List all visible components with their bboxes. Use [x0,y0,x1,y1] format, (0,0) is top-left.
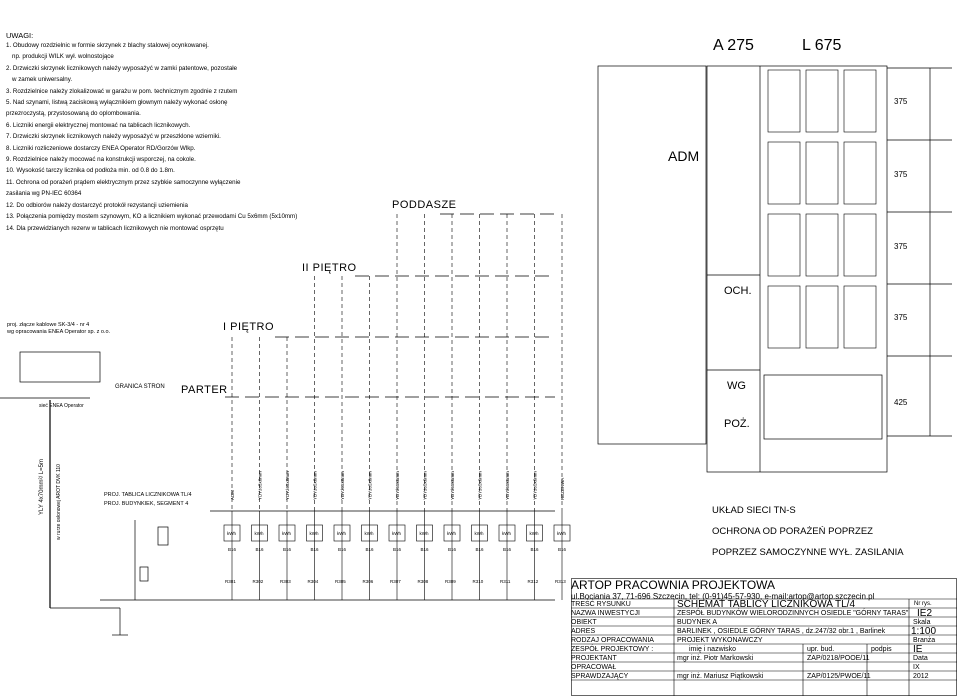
circuit-label-R302: R302 [252,579,264,584]
cabinet-meter-2-1 [806,214,838,276]
tb-adres: BARLINEK , OSIEDLE GÓRNY TARAS , dz.247/32 obr.1 , Barlinek [677,628,886,635]
feeder-spec-R310: YDYżo5x6mm [477,471,483,500]
circuit-label-R310: R310 [472,579,484,584]
tb-zespol-label: ZESPÓŁ PROJEKTOWY : [571,646,654,653]
dim-4: 375 [894,313,908,322]
feeder-spec-R311: YDYżo5x6mm [505,471,510,500]
tb-projektant-label: PROJEKTANT [571,655,617,662]
tb-rok: 2012 [913,673,929,680]
kwh-label-R306: kWh [364,531,374,536]
feeder-spec-R301: ADM [230,490,235,500]
note-9: 9. Rozdzielnice należy mocować na konstrukcji wsporczej, na cokole. [6,156,196,164]
feeders [232,511,562,600]
tb-nazwa-label: NAZWA INWESTYCJI [571,610,640,617]
circuit-label-R307: R307 [390,579,401,584]
feeder-spec-R302: YDYżo5x6mm [257,471,263,500]
main-breaker [140,567,148,581]
breaker-label-R308: B16 [420,547,429,552]
tb-projektant-upr: ZAP/0218/POOE/11 [807,655,870,662]
tb-nr: IE2 [917,608,933,619]
kwh-label-R313: kWh [557,531,566,536]
breaker-label-R309: B16 [448,547,457,552]
cabinet-meter-3-0 [768,286,800,348]
kwh-label-R303: kWh [282,531,291,536]
cable-note-line-1: proj. złącze kablowe SK-3/4 - nr 4 [7,322,90,328]
cabinet-drawing [598,66,952,472]
terminal-block [764,375,882,439]
kwh-label-R311: kWh [502,531,511,536]
circuit-label-R308: R308 [417,579,429,584]
dim-5: 425 [894,398,908,407]
tb-obiekt-label: OBIEKT [571,619,597,626]
note-3: 3. Rozdzielnice należy zlokalizować w garażu w pom. technicznym zgodnie z rzutem [6,87,238,95]
dim-1: 375 [894,97,908,106]
project-tablica-line-1: PROJ. TABLICA LICZNIKOWA TL/4 [104,492,192,498]
cabinet-wg: WG [727,380,746,392]
note-11: 11. Ochrona od porażeń prądem elektrycznym przez szybkie samoczynne wyłączenie [6,178,241,186]
feeder-spec-R306: YDYżo5x6mm [367,471,373,500]
breaker-label-R311: B16 [503,547,512,552]
note-2: 2. Drzwiczki skrzynek licznikowych należy wyposażyć w zamki patentowe, pozostałe [6,64,238,72]
tb-adres-label: ADRES [571,628,596,635]
cabinet-meter-1-1 [806,142,838,204]
feeder-spec-R303: YDYżo5x6mm [285,471,290,500]
breaker-label-R304: B16 [310,547,319,552]
note-12: 12. Do odbiorów należy dostarczyć protokół rezystancji uziemienia [6,201,188,209]
level-ii-pietro: II PIĘTRO [302,262,357,274]
tb-tresc: SCHEMAT TABLICY LICZNIKOWA TL/4 [677,599,856,610]
note-7: 7. Drzwiczki skrzynek licznikowych należy wyposażyć w przeszklone wzierniki. [6,133,221,141]
level-parter: PARTER [181,384,228,396]
cabinet-meter-2-2 [844,214,876,276]
tb-podpis: podpis [871,646,892,653]
feeder-spec-R312: YDYżo5x6mm [532,471,538,500]
cabinet-adm: ADM [668,148,700,164]
tb-obiekt: BUDYNEK A [677,619,718,626]
note-2b: w zamek uniwersalny. [12,76,73,84]
circuit-label-R313: R313 [555,579,566,584]
breaker-label-R301: B16 [228,547,237,552]
feeder-spec-R305: YDYżo5x6mm [340,471,345,500]
granica-label: GRANICA STRON [115,384,165,390]
title-block-grid [571,578,957,696]
tb-upr: upr. bud. [807,646,835,653]
project-tablica-line-2: PROJ. BUDYNKIEK, SEGMENT 4 [104,501,189,507]
tb-sprawdzajacy-upr: ZAP/0125/PWOE/11 [807,673,871,680]
legend-line-3: POPRZEZ SAMOCZYNNE WYŁ. ZASILANIA [712,547,904,558]
kwh-label-R309: kWh [447,531,456,536]
level-i-pietro: I PIĘTRO [223,321,275,333]
notes-title: UWAGI: [6,31,34,40]
feeder-spec-R308: YDYżo5x6mm [422,471,428,500]
kwh-label-R308: kWh [419,531,429,536]
cabinet-front [707,66,887,472]
note-13: 13. Połączenia pomiędzy mostem szynowym, KO a licznikiem wykonać przewodami Cu 5x6mm (5x10mm) [6,213,298,221]
feeder-spec-R307: YDYżo5x6mm [395,471,400,500]
legend-line-1: UKŁAD SIECI TN-S [712,505,796,516]
note-1b: np. produkcji WILK wył. wolnostojące [12,53,114,61]
tb-imie: imię i nazwisko [689,646,737,653]
circuit-label-R311: R311 [500,579,511,584]
tb-opracowal-label: OPRACOWAŁ [571,664,617,671]
tb-branza-label: Branża [913,637,936,644]
breaker-label-R307: B16 [393,547,402,552]
tb-nr-label: Nr rys. [914,601,932,607]
kwh-label-R307: kWh [392,531,401,536]
dim-2: 375 [894,170,908,179]
tb-sprawdzajacy: mgr inż. Mariusz Piątkowski [677,673,764,680]
tb-rodzaj-label: RODZAJ OPRACOWANIA [571,637,654,644]
dim-3: 375 [894,242,908,251]
cabinet-meter-0-2 [844,70,876,132]
breaker-label-R303: B16 [283,547,292,552]
note-6: 6. Liczniki energii elektrycznej montować na tablicach licznikowych. [6,121,191,129]
tb-skala-label: Skala [913,619,931,626]
breaker-label-R306: B16 [365,547,374,552]
tb-nazwa: ZESPÓŁ BUDYNKÓW WIELORODZINNYCH OSIEDLE "GÓRNY TARAS" [677,610,909,617]
circuit-label-R304: R304 [307,579,319,584]
tb-skala: 1:100 [911,626,937,637]
breaker-label-R313: B16 [558,547,567,552]
kwh-label-R302: kWh [254,531,264,536]
note-14: 14. Dla przewidzianych rezerw w tablicach licznikowych nie montować osprzętu [6,224,224,232]
tb-projektant: mgr inż. Piotr Markowski [677,655,754,662]
tb-sprawdzajacy-label: SPRAWDZAJĄCY [571,673,629,680]
cabinet-meter-2-0 [768,214,800,276]
cabinet-och: OCH. [724,285,752,297]
tb-company: ARTOP PRACOWNIA PROJEKTOWA [571,578,776,592]
feeder-spec-R309: YDYżo5x6mm [450,471,455,500]
main-switch [158,527,168,545]
cable-spec: YLY 4x70mm²/ L=5m [39,459,45,515]
legend-line-2: OCHRONA OD PORAŻEŃ POPRZEZ [712,526,873,537]
tb-data: IX [913,664,920,671]
kwh-label-R310: kWh [474,531,484,536]
breaker-label-R312: B16 [530,547,539,552]
circuit-label-R306: R306 [362,579,374,584]
level-poddasze: PODDASZE [392,199,457,211]
risers [232,214,562,511]
note-8: 8. Liczniki rozliczeniowe dostarczy ENEA Operator RD/Gorzów Wlkp. [6,144,196,152]
feeder-spec-R304: YDYżo5x6mm [312,471,318,500]
circuit-label-R312: R312 [527,579,539,584]
tb-address: ul.Bociania 37, 71-696 Szczecin, tel: (0-91)45-57-930, e-mail:artop@artop.szczecin.pl [571,592,875,601]
cabinet-meter-3-1 [806,286,838,348]
note-5b: przezroczystą, przystosowaną do oplombowania. [6,110,141,118]
title-block [571,578,957,696]
kwh-label-R304: kWh [309,531,319,536]
cable-note-line-2: wg opracowania ENEA Operator sp. z o.o. [7,329,111,335]
circuit-label-R303: R303 [280,579,291,584]
cabinet-side [598,66,706,444]
kwh-label-R312: kWh [529,531,539,536]
breaker-label-R305: B16 [338,547,347,552]
cabinet-meter-0-1 [806,70,838,132]
cabinet-meter-1-2 [844,142,876,204]
breaker-label-R302: B16 [255,547,264,552]
legend [712,500,952,563]
cable-spec-2: w rurze osłonowej AROT DVK 110 [56,464,62,540]
tb-rodzaj: PROJEKT WYKONAWCZY [677,637,763,644]
connection-box [20,352,100,382]
cabinet-meter-3-2 [844,286,876,348]
tb-data-label: Data [913,655,928,662]
siec-label: sieć ENEA Operator [39,403,84,409]
cabinet-title-a: A 275 [713,37,754,54]
note-10: 10. Wysokość tarczy licznika od podłoża min. od 0.8 do 1.8m. [6,167,175,175]
tb-branza: IE [913,644,923,655]
cabinet-poz: POŻ. [724,418,750,430]
breaker-label-R310: B16 [475,547,484,552]
tb-tresc-label: TREŚĆ RYSUNKU [571,601,631,608]
feeder-spec-R313: REZERWA [560,477,565,500]
circuit-label-R301: R301 [225,579,236,584]
note-5: 5. Nad szynami, listwą zaciskową wyłącznikiem głownym należy wykonać osłonę [6,99,228,107]
cabinet-meter-1-0 [768,142,800,204]
cabinet-meters [768,70,876,348]
circuit-label-R309: R309 [445,579,456,584]
note-11b: zasilania wg PN-IEC 60364 [6,190,82,198]
kwh-label-R301: kWh [227,531,236,536]
cabinet-title-l: L 675 [802,37,842,54]
cabinet-meter-0-0 [768,70,800,132]
kwh-label-R305: kWh [337,531,346,536]
circuit-label-R305: R305 [335,579,346,584]
note-1: 1. Obudowy rozdzielnic w formie skrzynek z blachy stalowej ocynkowanej. [6,42,209,49]
